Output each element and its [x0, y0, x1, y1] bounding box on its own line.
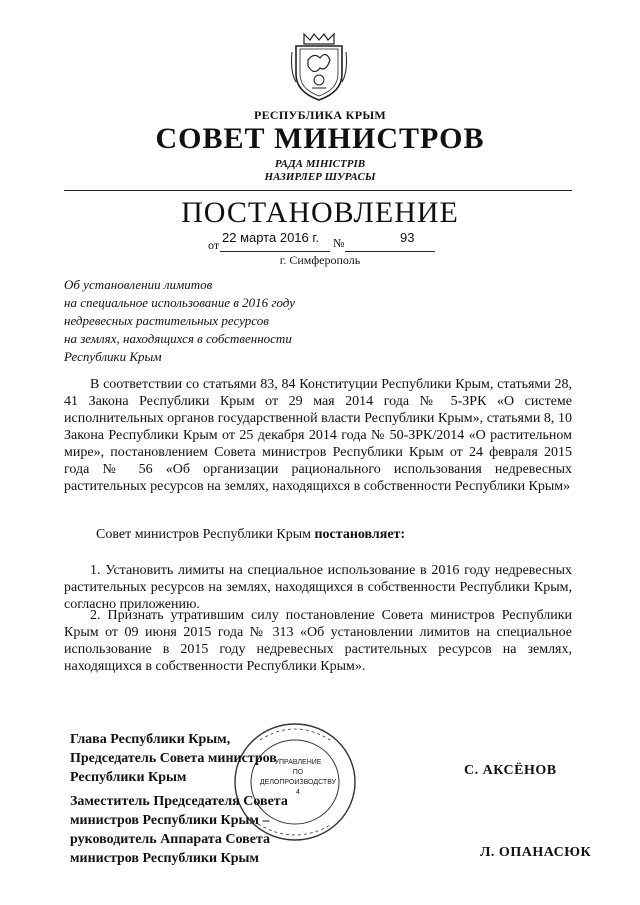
document-date: 22 марта 2016 г. [222, 230, 320, 245]
coat-of-arms-emblem [290, 32, 348, 102]
subject-line: на землях, находящихся в собственности [64, 331, 292, 346]
document-number: 93 [400, 230, 415, 245]
signatory-title-line: министров Республики Крым – [70, 813, 270, 828]
signatory-title-line: руководитель Аппарата Совета [70, 832, 270, 847]
signatory-title-line: Председатель Совета министров [70, 751, 277, 766]
signatory-title-line: Заместитель Председателя Совета [70, 794, 288, 809]
signatory-title-line: Республики Крым [70, 770, 187, 785]
signatory-1-name: С. АКСЁНОВ [464, 763, 557, 778]
resolves-paragraph [64, 526, 572, 543]
document-subject [64, 276, 295, 366]
header-council: СОВЕТ МИНИСТРОВ [155, 122, 485, 155]
signatory-1-title [70, 730, 277, 787]
signatory-title-line: министров Республики Крым [70, 851, 259, 866]
subject-line: на специальное использование в 2016 году [64, 295, 295, 310]
item-2-paragraph: 2. Признать утратившим силу постановление Совета министров Республики Крым от 09 июня 2015 года № 313 «Об установлении лимитов на специальное использование в 2015 году недревесных растительных ресурсов на землях, находящихся в собственности Республики Крым». [64, 608, 572, 674]
header-council-crh: НАЗИРЛЕР ШУРАСЫ [264, 171, 376, 183]
stamp-line: УПРАВЛЕНИЕ [274, 759, 322, 766]
header-council-ua: РАДА МІНІСТРІВ [274, 158, 366, 170]
resolves-keyword: постановляет: [314, 527, 406, 542]
item-1-paragraph: 1. Установить лимиты на специальное использование в 2016 году недревесных растительных ресурсов на землях, находящихся в собственности Республики Крым, согласно приложению. [64, 563, 572, 612]
number-prefix: № [333, 236, 345, 250]
date-underline [220, 251, 330, 252]
document-type: ПОСТАНОВЛЕНИЕ [181, 196, 459, 229]
stamp-line: ДЕЛОПРОИЗВОДСТВУ [259, 779, 337, 786]
header-divider [64, 190, 572, 191]
subject-line: Республики Крым [64, 349, 162, 364]
signatory-title-line: Глава Республики Крым, [70, 732, 231, 747]
signatory-2-title [70, 792, 288, 868]
stamp-line: ПО [292, 769, 304, 776]
number-underline [345, 251, 435, 252]
stamp-line: 4 [296, 789, 300, 796]
resolves-text: Совет министров Республики Крым [96, 527, 315, 542]
signatory-2-name: Л. ОПАНАСЮК [480, 845, 592, 860]
subject-line: недревесных растительных ресурсов [64, 313, 269, 328]
preamble-paragraph: В соответствии со статьями 83, 84 Конституции Республики Крым, статьями 28, 41 Закона Республики Крым от 29 мая 2014 года № 5-ЗРК «О системе исполнительных органов государственной власти Республики Крым», статьями 8, 10 Закона Республики Крым от 25 декабря 2014 года № 50-ЗРК/2014 «О растительном мире», постановлением Совета министров Республики Крым от 24 февраля 2015 года № 56 «Об организации рационального использования недревесных растительных ресурсов на землях, находящихся в собственности Республики Крым» [64, 377, 572, 494]
header-republic: РЕСПУБЛИКА КРЫМ [253, 108, 387, 122]
date-prefix: от [208, 238, 220, 252]
subject-line: Об установлении лимитов [64, 277, 213, 292]
document-city: г. Симферополь [279, 253, 361, 267]
